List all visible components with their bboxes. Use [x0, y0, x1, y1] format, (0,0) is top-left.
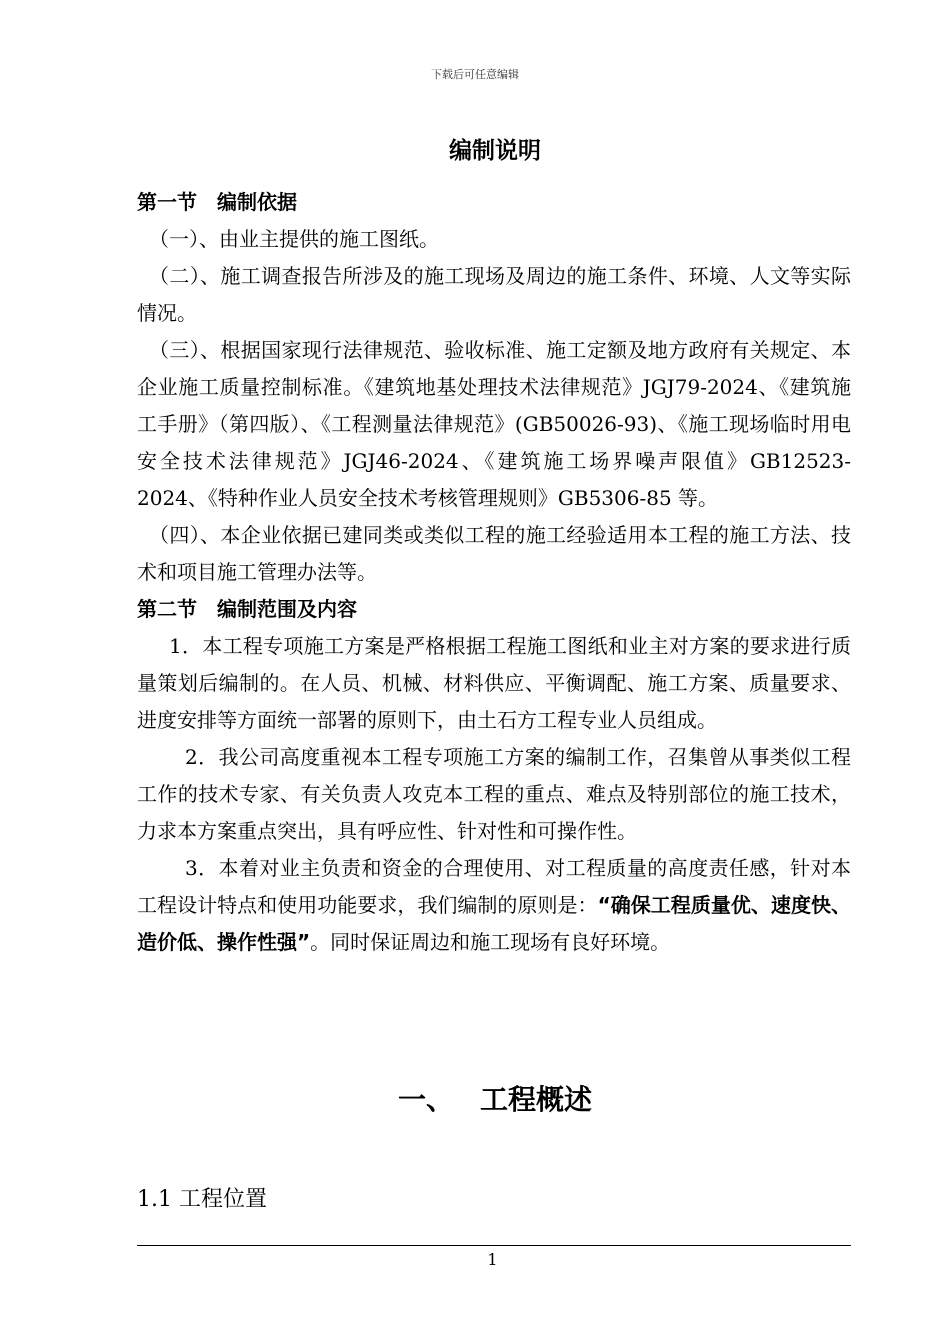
page-header: 下载后可任意编辑	[431, 68, 519, 81]
page-number: 1	[487, 1250, 498, 1269]
paragraph: （三）、根据国家现行法律规范、验收标准、施工定额及地方政府有关规定、本企业施工质量控制标准。《建筑地基处理技术法律规范》JGJ79-2024、《建筑施工手册》（第四版）、《工程测量法律规范》(GB50026-93)、《施工现场临时用电安全技术法律规范》JGJ46-2024、《建筑施工场界噪声限值》GB12523-2024、《特种作业人员安全技术考核管理规则》GB5306-85 等。	[137, 338, 851, 510]
list-item-text: 。同时保证周边和施工现场有良好环境。	[310, 930, 671, 954]
document-title: 编制说明	[449, 138, 541, 164]
paragraph: （一）、由业主提供的施工图纸。	[149, 227, 439, 251]
section-heading-2	[137, 591, 851, 628]
section-title: 编制依据	[217, 190, 297, 214]
paragraph: （二）、施工调查报告所涉及的施工现场及周边的施工条件、环境、人文等实际情况。	[137, 264, 851, 325]
chapter-title: 工程概述	[480, 1083, 593, 1116]
list-item: 2．我公司高度重视本工程专项施工方案的编制工作，召集曾从事类似工程工作的技术专家、有关负责人攻克本工程的重点、难点及特别部位的施工技术，力求本方案重点突出，具有呼应性、针对性和可操作性。	[137, 745, 851, 843]
paragraph: （四）、本企业依据已建同类或类似工程的施工经验适用本工程的施工方法、技术和项目施工管理办法等。	[137, 523, 851, 584]
document-body	[137, 184, 851, 961]
list-item	[137, 850, 851, 961]
list-item: 1．本工程专项施工方案是严格根据工程施工图纸和业主对方案的要求进行质量策划后编制的。在人员、机械、材料供应、平衡调配、施工方案、质量要求、进度安排等方面统一部署的原则下，由土石方工程专业人员组成。	[137, 634, 851, 732]
subsection-heading: 1.1 工程位置	[137, 1187, 267, 1212]
principle-quote: “确保工程质量优、速度快、造价低、操作性强”	[137, 893, 851, 954]
section-number: 第一节	[137, 190, 197, 214]
section-title: 编制范围及内容	[217, 597, 357, 621]
footer-divider	[137, 1245, 851, 1246]
section-heading-1	[137, 184, 851, 221]
chapter-number: 一、	[397, 1083, 454, 1116]
chapter-heading	[0, 1078, 950, 1118]
list-item-text: 3．本着对业主负责和资金的合理使用、对工程质量的高度责任感，针对本工程设计特点和使用功能要求，我们编制的原则是：	[137, 856, 851, 917]
section-number: 第二节	[137, 597, 197, 621]
